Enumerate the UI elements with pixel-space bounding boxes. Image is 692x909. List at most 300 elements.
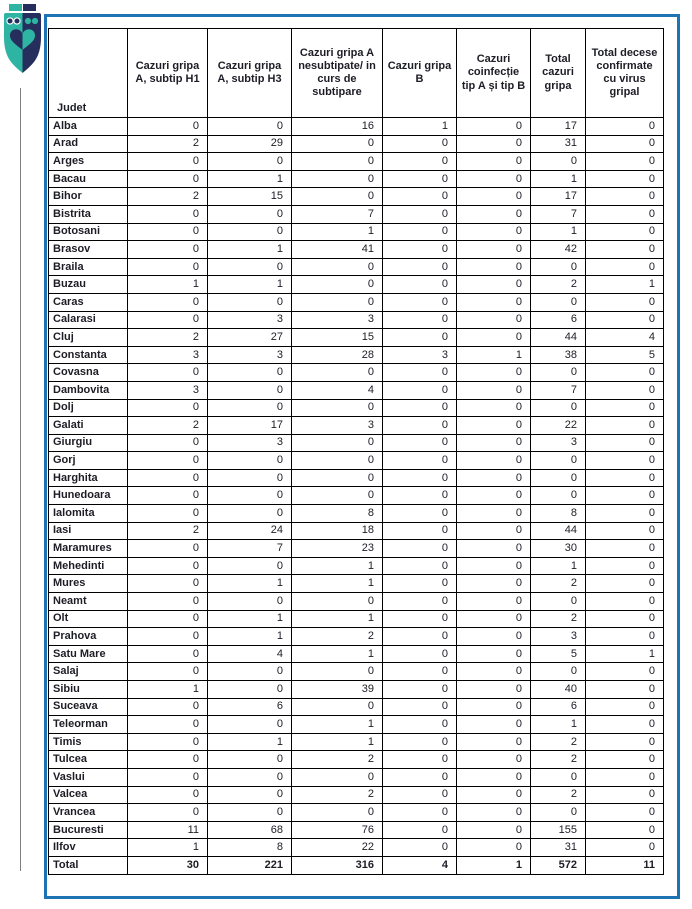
value-cell: 0 xyxy=(383,628,457,646)
table-row xyxy=(49,135,664,153)
value-cell: 0 xyxy=(383,258,457,276)
county-name-cell: Gorj xyxy=(49,452,128,470)
value-cell: 0 xyxy=(292,188,383,206)
value-cell: 2 xyxy=(292,751,383,769)
table-row xyxy=(49,575,664,593)
table-row xyxy=(49,645,664,663)
table-row xyxy=(49,733,664,751)
county-name-cell: Ilfov xyxy=(49,839,128,857)
value-cell: 40 xyxy=(531,681,586,699)
value-cell: 0 xyxy=(383,786,457,804)
value-cell: 2 xyxy=(292,628,383,646)
value-cell: 0 xyxy=(383,610,457,628)
county-name-cell: Dolj xyxy=(49,399,128,417)
value-cell: 0 xyxy=(208,786,292,804)
value-cell: 0 xyxy=(586,223,664,241)
left-margin-line xyxy=(20,88,21,871)
value-cell: 0 xyxy=(531,593,586,611)
value-cell: 42 xyxy=(531,241,586,259)
value-cell: 0 xyxy=(531,768,586,786)
county-name-cell: Bacau xyxy=(49,170,128,188)
value-cell: 0 xyxy=(128,698,208,716)
value-cell: 0 xyxy=(208,258,292,276)
value-cell: 0 xyxy=(128,434,208,452)
value-cell: 0 xyxy=(586,540,664,558)
value-cell: 6 xyxy=(531,311,586,329)
value-cell: 0 xyxy=(586,557,664,575)
value-cell: 0 xyxy=(586,118,664,136)
table-body xyxy=(49,118,664,875)
value-cell: 3 xyxy=(208,311,292,329)
value-cell: 0 xyxy=(457,452,531,470)
value-cell: 2 xyxy=(128,188,208,206)
county-name-cell: Caras xyxy=(49,293,128,311)
value-cell: 0 xyxy=(586,170,664,188)
table-row xyxy=(49,487,664,505)
value-cell: 0 xyxy=(457,118,531,136)
value-cell: 0 xyxy=(586,381,664,399)
value-cell: 0 xyxy=(457,645,531,663)
county-name-cell: Botosani xyxy=(49,223,128,241)
value-cell: 0 xyxy=(292,768,383,786)
value-cell: 0 xyxy=(383,768,457,786)
total-row xyxy=(49,856,664,874)
value-cell: 0 xyxy=(586,469,664,487)
value-cell: 30 xyxy=(531,540,586,558)
value-cell: 0 xyxy=(457,522,531,540)
judet-column-header: Judet xyxy=(49,29,128,118)
value-cell: 0 xyxy=(586,153,664,171)
value-cell: 0 xyxy=(128,575,208,593)
table-row xyxy=(49,751,664,769)
county-name-cell: Galati xyxy=(49,417,128,435)
value-cell: 31 xyxy=(531,135,586,153)
value-cell: 0 xyxy=(208,293,292,311)
value-cell: 316 xyxy=(292,856,383,874)
table-row xyxy=(49,381,664,399)
value-cell: 0 xyxy=(457,593,531,611)
value-cell: 0 xyxy=(586,522,664,540)
table-row xyxy=(49,188,664,206)
county-name-cell: Harghita xyxy=(49,469,128,487)
value-cell: 2 xyxy=(531,751,586,769)
value-cell: 29 xyxy=(208,135,292,153)
value-cell: 0 xyxy=(586,839,664,857)
value-cell: 0 xyxy=(128,293,208,311)
value-cell: 0 xyxy=(128,399,208,417)
table-row xyxy=(49,628,664,646)
value-cell: 0 xyxy=(383,153,457,171)
value-cell: 0 xyxy=(128,487,208,505)
value-cell: 0 xyxy=(457,293,531,311)
county-name-cell: Buzau xyxy=(49,276,128,294)
value-cell: 0 xyxy=(292,452,383,470)
value-cell: 0 xyxy=(383,505,457,523)
value-cell: 0 xyxy=(208,205,292,223)
value-cell: 0 xyxy=(128,223,208,241)
value-cell: 1 xyxy=(208,610,292,628)
value-cell: 0 xyxy=(457,786,531,804)
value-cell: 2 xyxy=(531,733,586,751)
value-cell: 0 xyxy=(208,804,292,822)
value-cell: 0 xyxy=(383,469,457,487)
value-cell: 0 xyxy=(586,399,664,417)
county-name-cell: Neamt xyxy=(49,593,128,611)
value-cell: 2 xyxy=(128,522,208,540)
value-cell: 0 xyxy=(208,681,292,699)
value-cell: 3 xyxy=(531,434,586,452)
value-cell: 1 xyxy=(128,276,208,294)
value-cell: 0 xyxy=(383,575,457,593)
value-cell: 16 xyxy=(292,118,383,136)
value-cell: 1 xyxy=(128,681,208,699)
value-cell: 1 xyxy=(208,276,292,294)
value-cell: 0 xyxy=(292,276,383,294)
value-cell: 0 xyxy=(383,804,457,822)
value-cell: 0 xyxy=(457,276,531,294)
table-row xyxy=(49,768,664,786)
value-cell: 0 xyxy=(457,170,531,188)
value-cell: 7 xyxy=(531,205,586,223)
county-name-cell: Iasi xyxy=(49,522,128,540)
value-cell: 0 xyxy=(128,628,208,646)
value-cell: 0 xyxy=(457,241,531,259)
value-cell: 15 xyxy=(292,329,383,347)
value-cell: 2 xyxy=(531,276,586,294)
table-row xyxy=(49,698,664,716)
value-cell: 0 xyxy=(292,364,383,382)
column-header: Cazuri gripa A, subtip H1 xyxy=(128,29,208,118)
value-cell: 0 xyxy=(586,487,664,505)
value-cell: 6 xyxy=(531,698,586,716)
value-cell: 0 xyxy=(128,469,208,487)
value-cell: 0 xyxy=(383,381,457,399)
value-cell: 8 xyxy=(292,505,383,523)
value-cell: 0 xyxy=(457,663,531,681)
value-cell: 0 xyxy=(292,593,383,611)
value-cell: 221 xyxy=(208,856,292,874)
value-cell: 1 xyxy=(586,276,664,294)
value-cell: 0 xyxy=(383,205,457,223)
value-cell: 1 xyxy=(383,118,457,136)
value-cell: 0 xyxy=(531,469,586,487)
county-name-cell: Calarasi xyxy=(49,311,128,329)
value-cell: 0 xyxy=(457,751,531,769)
value-cell: 0 xyxy=(128,804,208,822)
value-cell: 0 xyxy=(457,698,531,716)
value-cell: 0 xyxy=(292,135,383,153)
value-cell: 0 xyxy=(383,364,457,382)
value-cell: 1 xyxy=(531,557,586,575)
value-cell: 1 xyxy=(292,575,383,593)
value-cell: 0 xyxy=(531,399,586,417)
table-row xyxy=(49,118,664,136)
table-row xyxy=(49,522,664,540)
table-row xyxy=(49,241,664,259)
table-row xyxy=(49,540,664,558)
value-cell: 7 xyxy=(208,540,292,558)
county-name-cell: Braila xyxy=(49,258,128,276)
value-cell: 0 xyxy=(383,557,457,575)
value-cell: 0 xyxy=(457,804,531,822)
value-cell: 0 xyxy=(586,293,664,311)
value-cell: 0 xyxy=(128,153,208,171)
value-cell: 17 xyxy=(531,118,586,136)
value-cell: 0 xyxy=(292,434,383,452)
county-name-cell: Suceava xyxy=(49,698,128,716)
value-cell: 1 xyxy=(292,610,383,628)
value-cell: 1 xyxy=(292,716,383,734)
value-cell: 0 xyxy=(586,135,664,153)
value-cell: 0 xyxy=(128,364,208,382)
value-cell: 0 xyxy=(457,839,531,857)
value-cell: 0 xyxy=(383,698,457,716)
value-cell: 3 xyxy=(383,346,457,364)
value-cell: 0 xyxy=(531,153,586,171)
value-cell: 0 xyxy=(383,716,457,734)
value-cell: 0 xyxy=(457,610,531,628)
value-cell: 0 xyxy=(383,540,457,558)
county-name-cell: Tulcea xyxy=(49,751,128,769)
value-cell: 0 xyxy=(208,469,292,487)
value-cell: 22 xyxy=(531,417,586,435)
value-cell: 3 xyxy=(208,346,292,364)
table-row xyxy=(49,329,664,347)
county-name-cell: Total xyxy=(49,856,128,874)
value-cell: 3 xyxy=(208,434,292,452)
value-cell: 0 xyxy=(457,487,531,505)
county-name-cell: Giurgiu xyxy=(49,434,128,452)
value-cell: 0 xyxy=(383,593,457,611)
table-row xyxy=(49,452,664,470)
column-header: Total decese confirmate cu virus gripal xyxy=(586,29,664,118)
value-cell: 0 xyxy=(128,593,208,611)
value-cell: 22 xyxy=(292,839,383,857)
value-cell: 0 xyxy=(208,663,292,681)
value-cell: 0 xyxy=(457,188,531,206)
insp-shield-logo xyxy=(3,3,43,77)
table-row xyxy=(49,434,664,452)
value-cell: 0 xyxy=(586,821,664,839)
value-cell: 0 xyxy=(457,417,531,435)
value-cell: 0 xyxy=(457,399,531,417)
value-cell: 0 xyxy=(383,293,457,311)
value-cell: 1 xyxy=(531,716,586,734)
value-cell: 0 xyxy=(383,188,457,206)
value-cell: 6 xyxy=(208,698,292,716)
logo-band-left xyxy=(9,4,22,11)
county-name-cell: Mehedinti xyxy=(49,557,128,575)
value-cell: 0 xyxy=(292,170,383,188)
value-cell: 0 xyxy=(383,417,457,435)
flu-table xyxy=(48,28,664,875)
value-cell: 0 xyxy=(457,768,531,786)
value-cell: 0 xyxy=(128,452,208,470)
value-cell: 0 xyxy=(383,839,457,857)
column-header: Cazuri gripa A, subtip H3 xyxy=(208,29,292,118)
county-name-cell: Sibiu xyxy=(49,681,128,699)
value-cell: 0 xyxy=(208,153,292,171)
value-cell: 3 xyxy=(128,381,208,399)
value-cell: 0 xyxy=(457,469,531,487)
value-cell: 0 xyxy=(586,364,664,382)
value-cell: 0 xyxy=(128,170,208,188)
table-row xyxy=(49,505,664,523)
county-name-cell: Timis xyxy=(49,733,128,751)
value-cell: 1 xyxy=(208,575,292,593)
value-cell: 0 xyxy=(128,610,208,628)
table-row xyxy=(49,258,664,276)
value-cell: 2 xyxy=(128,135,208,153)
value-cell: 0 xyxy=(457,505,531,523)
value-cell: 1 xyxy=(531,170,586,188)
table-row xyxy=(49,663,664,681)
value-cell: 0 xyxy=(531,487,586,505)
value-cell: 0 xyxy=(531,663,586,681)
value-cell: 24 xyxy=(208,522,292,540)
value-cell: 0 xyxy=(586,505,664,523)
value-cell: 0 xyxy=(208,118,292,136)
value-cell: 0 xyxy=(383,733,457,751)
value-cell: 0 xyxy=(586,417,664,435)
value-cell: 0 xyxy=(383,821,457,839)
value-cell: 4 xyxy=(383,856,457,874)
table-row xyxy=(49,681,664,699)
county-name-cell: Olt xyxy=(49,610,128,628)
value-cell: 1 xyxy=(457,346,531,364)
value-cell: 155 xyxy=(531,821,586,839)
value-cell: 0 xyxy=(586,188,664,206)
value-cell: 0 xyxy=(586,681,664,699)
county-name-cell: Satu Mare xyxy=(49,645,128,663)
value-cell: 0 xyxy=(586,751,664,769)
value-cell: 0 xyxy=(128,505,208,523)
county-name-cell: Vaslui xyxy=(49,768,128,786)
county-name-cell: Bistrita xyxy=(49,205,128,223)
value-cell: 0 xyxy=(457,628,531,646)
value-cell: 0 xyxy=(128,663,208,681)
table-row xyxy=(49,821,664,839)
value-cell: 0 xyxy=(292,469,383,487)
value-cell: 0 xyxy=(531,804,586,822)
table-row xyxy=(49,293,664,311)
header-row xyxy=(49,29,664,118)
value-cell: 0 xyxy=(128,311,208,329)
value-cell: 44 xyxy=(531,522,586,540)
value-cell: 30 xyxy=(128,856,208,874)
value-cell: 5 xyxy=(531,645,586,663)
value-cell: 1 xyxy=(208,241,292,259)
value-cell: 0 xyxy=(208,452,292,470)
county-name-cell: Alba xyxy=(49,118,128,136)
value-cell: 8 xyxy=(208,839,292,857)
value-cell: 0 xyxy=(586,628,664,646)
value-cell: 0 xyxy=(128,645,208,663)
value-cell: 0 xyxy=(531,452,586,470)
value-cell: 2 xyxy=(531,610,586,628)
value-cell: 1 xyxy=(292,223,383,241)
table-row xyxy=(49,716,664,734)
value-cell: 0 xyxy=(457,381,531,399)
table-row xyxy=(49,786,664,804)
value-cell: 0 xyxy=(531,364,586,382)
value-cell: 17 xyxy=(531,188,586,206)
county-name-cell: Maramures xyxy=(49,540,128,558)
value-cell: 0 xyxy=(208,593,292,611)
table-row xyxy=(49,311,664,329)
value-cell: 3 xyxy=(292,311,383,329)
county-name-cell: Brasov xyxy=(49,241,128,259)
value-cell: 0 xyxy=(457,329,531,347)
county-name-cell: Cluj xyxy=(49,329,128,347)
county-name-cell: Mures xyxy=(49,575,128,593)
value-cell: 0 xyxy=(457,135,531,153)
table-row xyxy=(49,417,664,435)
column-header: Total cazuri gripa xyxy=(531,29,586,118)
value-cell: 0 xyxy=(128,786,208,804)
value-cell: 38 xyxy=(531,346,586,364)
value-cell: 0 xyxy=(586,663,664,681)
value-cell: 0 xyxy=(383,399,457,417)
value-cell: 2 xyxy=(292,786,383,804)
county-name-cell: Hunedoara xyxy=(49,487,128,505)
value-cell: 0 xyxy=(208,399,292,417)
table-row xyxy=(49,170,664,188)
value-cell: 0 xyxy=(208,751,292,769)
value-cell: 0 xyxy=(292,258,383,276)
value-cell: 0 xyxy=(292,293,383,311)
value-cell: 27 xyxy=(208,329,292,347)
value-cell: 0 xyxy=(457,681,531,699)
table-row xyxy=(49,804,664,822)
logo-band-right xyxy=(23,4,36,11)
value-cell: 0 xyxy=(586,698,664,716)
value-cell: 2 xyxy=(531,786,586,804)
value-cell: 0 xyxy=(531,293,586,311)
value-cell: 1 xyxy=(292,645,383,663)
value-cell: 0 xyxy=(383,223,457,241)
value-cell: 11 xyxy=(586,856,664,874)
table-row xyxy=(49,610,664,628)
table-row xyxy=(49,223,664,241)
county-name-cell: Prahova xyxy=(49,628,128,646)
value-cell: 0 xyxy=(208,716,292,734)
value-cell: 0 xyxy=(128,557,208,575)
value-cell: 0 xyxy=(383,663,457,681)
value-cell: 1 xyxy=(292,557,383,575)
logo-dot-icon xyxy=(7,18,13,24)
value-cell: 2 xyxy=(128,417,208,435)
value-cell: 0 xyxy=(128,751,208,769)
county-name-cell: Constanta xyxy=(49,346,128,364)
value-cell: 0 xyxy=(383,329,457,347)
logo-dot-icon xyxy=(14,18,20,24)
value-cell: 0 xyxy=(128,716,208,734)
value-cell: 0 xyxy=(586,205,664,223)
value-cell: 0 xyxy=(128,205,208,223)
value-cell: 0 xyxy=(383,135,457,153)
value-cell: 0 xyxy=(383,522,457,540)
value-cell: 0 xyxy=(208,487,292,505)
value-cell: 0 xyxy=(128,258,208,276)
value-cell: 0 xyxy=(383,311,457,329)
value-cell: 0 xyxy=(383,487,457,505)
value-cell: 0 xyxy=(586,434,664,452)
value-cell: 0 xyxy=(208,364,292,382)
value-cell: 0 xyxy=(586,241,664,259)
value-cell: 0 xyxy=(457,205,531,223)
county-name-cell: Vrancea xyxy=(49,804,128,822)
